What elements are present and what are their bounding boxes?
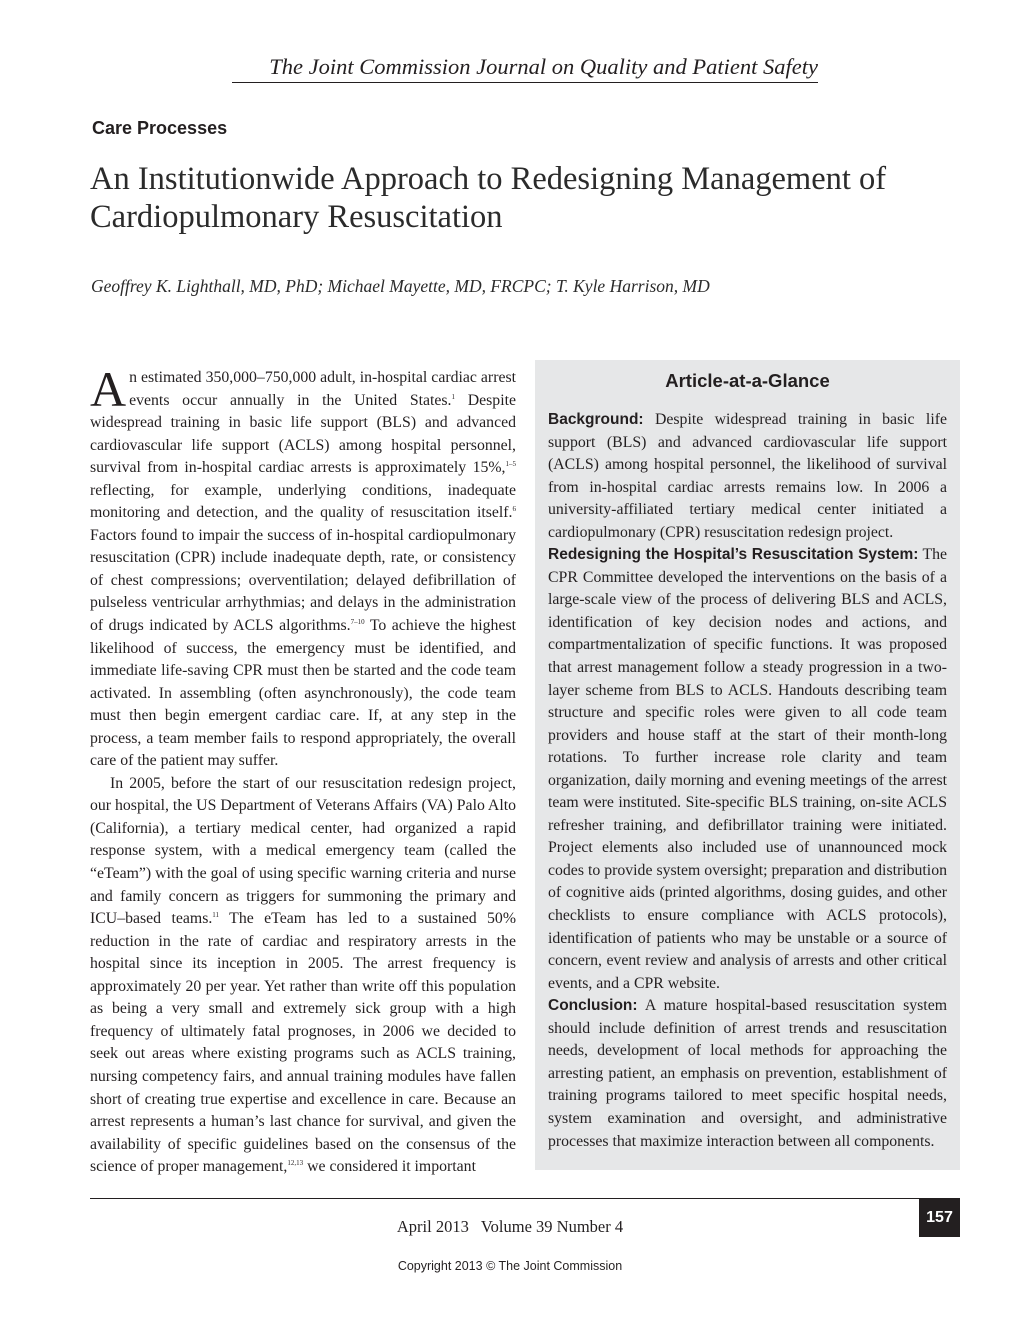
footer-divider bbox=[90, 1198, 960, 1199]
glance-text: The CPR Committee developed the interventions on the basis of a large-scale view of the process of delivering BLS and ACLS, identification of key decision nodes and actions, and compartmentalization of specific functions. It was proposed that arrest management follow a steady progression in a two-layer scheme from BLS to ACLS. Handouts describing team structure and specific roles were given to all code team providers and house staff at the start of their month-long rotations. To further increase role clarity and team organization, daily morning and evening meetings of the arrest team were instituted. Site-specific BLS training, on-site ACLS refresher training, and defibrillator training were initiated. Project elements also included use of unannounced mock codes to provide system oversight; preparation and distribution of cognitive aids (printed algorithms, dosing guides, and other checklists to ensure compliance with ACLS protocols), identification of patients who may be unstable or a source of concern, event review and analysis of arrests and other critical events, and a CPR website. bbox=[548, 546, 947, 992]
copyright-notice: Copyright 2013 © The Joint Commission bbox=[397, 1259, 623, 1273]
body-paragraph-1 bbox=[90, 361, 516, 773]
body-text: Factors found to impair the success of in-hospital cardiopulmonary resuscitation (CPR) include inadequate depth, rate, or consistency of chest compressions; overventilation; delayed defibrillation of pulseless ventricular arrhythmias; and delays in the administration of drugs indicated by ACLS algorithms. bbox=[90, 526, 516, 635]
glance-background bbox=[548, 409, 947, 544]
author-list: Geoffrey K. Lighthall, MD, PhD; Michael Mayette, MD, FRCPC; T. Kyle Harrison, MD bbox=[91, 276, 710, 296]
glance-title: Article-at-a-Glance bbox=[665, 370, 830, 391]
glance-text: Despite widespread training in basic life support (BLS) and advanced cardiovascular life support (ACLS) among hospital personnel, the likelihood of survival from in-hospital cardiac arrests remains low. In 2006 a university-affiliated tertiary medical center initiated a cardiopulmonary (CPR) resuscitation redesign project. bbox=[548, 411, 947, 541]
glance-heading: Background: bbox=[548, 411, 644, 428]
body-text: n estimated 350,000–750,000 adult, in-hospital cardiac arrest events occur annually in the United States. bbox=[129, 369, 516, 409]
page-number-badge: 157 bbox=[919, 1199, 960, 1237]
citation: 12,13 bbox=[287, 1159, 304, 1168]
glance-text: A mature hospital-based resuscitation system should include definition of arrest trends and resuscitation needs, development of local methods for approaching the arresting patient, an emphasis on prevention, establishment of training programs tailored to meet specific hospital needs, system examination and oversight, and administrative processes that maximize interaction between all components. bbox=[548, 997, 947, 1150]
body-paragraph-2 bbox=[90, 773, 516, 1179]
citation: 6 bbox=[512, 505, 516, 514]
body-text: In 2005, before the start of our resuscitation redesign project, our hospital, the US Department of Veterans Affairs (VA) Palo Alto (California), a tertiary medical center, had organized a rapid response system, with a medical emergency team (called the “eTeam”) with the goal of using specific warning criteria and nurse and family concern as triggers for summoning the primary and ICU–based teams. bbox=[90, 774, 517, 928]
issue-info: April 2013 Volume 39 Number 4 bbox=[396, 1217, 624, 1236]
drop-cap: A bbox=[90, 361, 127, 417]
citation: 7–10 bbox=[350, 618, 365, 627]
citation: 11 bbox=[212, 911, 220, 920]
glance-heading: Redesigning the Hospital’s Resuscitation System: bbox=[548, 546, 919, 564]
article-at-a-glance-box bbox=[535, 360, 960, 1170]
body-column bbox=[90, 361, 517, 1179]
body-text: Despite widespread training in basic life support (BLS) and advanced cardiovascular life support (ACLS) among hospital personnel, survival from in-hospital cardiac arrests is approximately 15%, bbox=[90, 391, 516, 477]
article-title: An Institutionwide Approach to Redesigning Management of Cardiopulmonary Resuscitation bbox=[90, 161, 887, 235]
citation: 1–5 bbox=[505, 460, 516, 469]
citation: 1 bbox=[451, 392, 456, 401]
glance-redesign bbox=[548, 544, 947, 995]
glance-conclusion bbox=[548, 995, 947, 1153]
journal-header: The Joint Commission Journal on Quality and Patient Safety bbox=[232, 54, 818, 83]
section-label: Care Processes bbox=[92, 118, 228, 138]
body-text: The eTeam has led to a sustained 50% reduction in the rate of cardiac and respiratory arrests in the hospital since its inception in 2005. The arrest frequency is approximately 20 per year. Yet rather than write off this population as being a very small and extremely sick group with a high frequency of ultimately fatal prognoses, in 2006 we decided to seek out areas where existing programs such as ACLS training, nursing competency fairs, and annual training modules have fallen short of creating true expertise and excellence in care. Because an arrest represents a human’s last chance for survival, and given the availability of specific guidelines based on the consensus of the science of proper management, bbox=[90, 910, 516, 1176]
body-text: we considered it important bbox=[303, 1158, 476, 1176]
body-text: To achieve the highest likelihood of success, the emergency must be identified, and immediate life-saving CPR must then be started and the code team activated. In assembling (often asynchronously), the code team must then begin emergent cardiac care. If, at any step in the process, a team member fails to respond appropriately, the overall care of the patient may suffer. bbox=[90, 617, 516, 770]
body-text: reflecting, for example, underlying conditions, inadequate monitoring and detection, and the quality of resuscitation itself. bbox=[90, 481, 516, 522]
glance-heading: Conclusion: bbox=[548, 997, 638, 1015]
